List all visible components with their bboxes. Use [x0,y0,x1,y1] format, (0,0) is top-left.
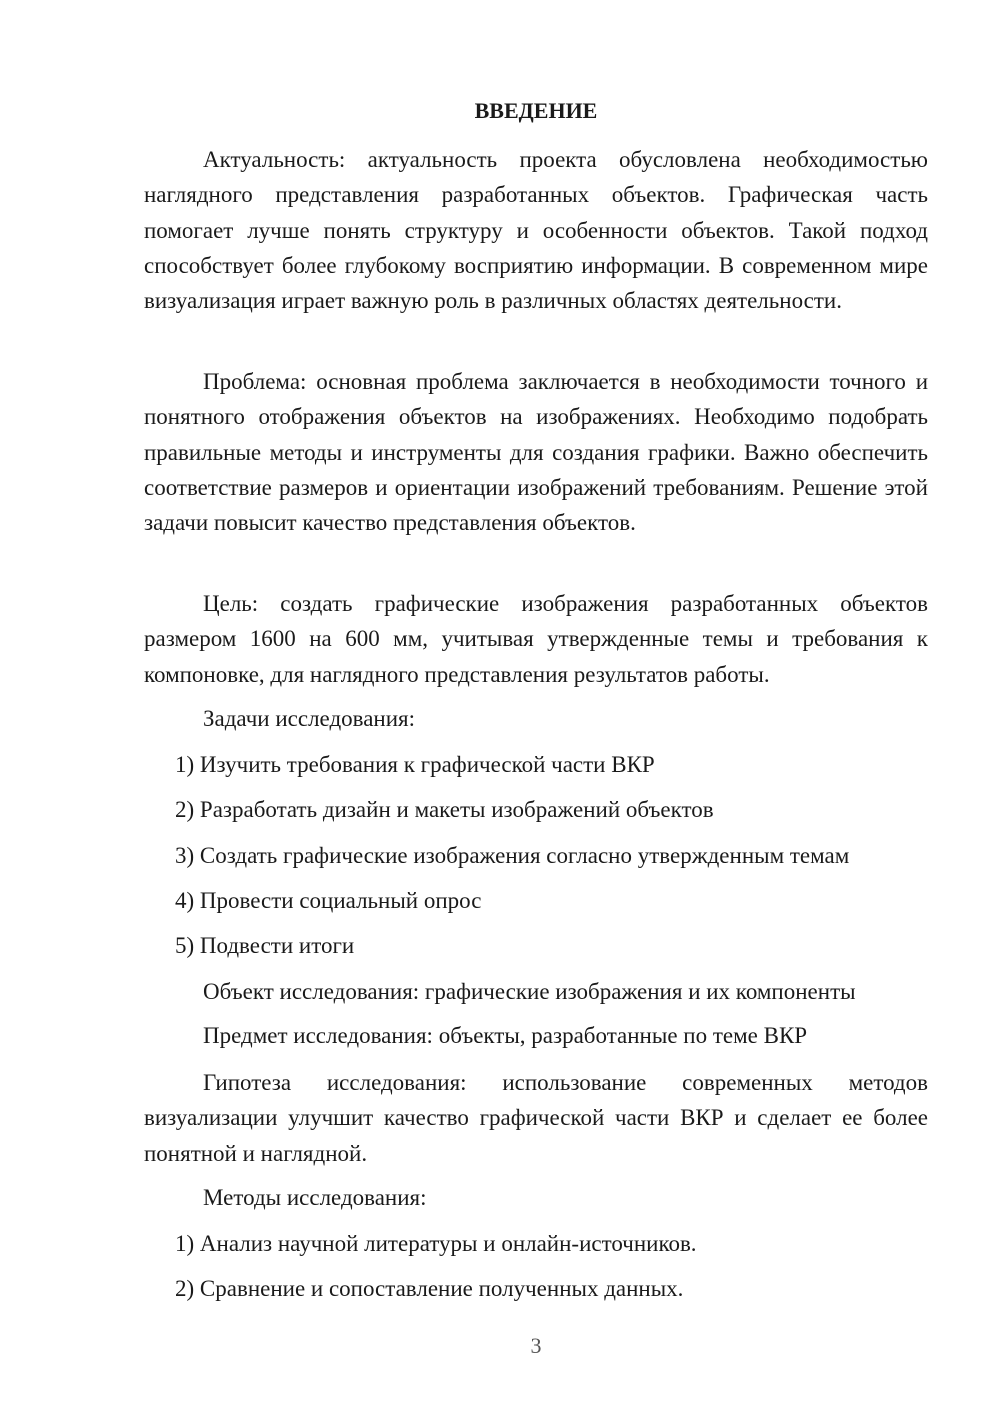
task-item: 2) Разработать дизайн и макеты изображений объектов [175,797,714,822]
research-subject: Предмет исследования: объекты, разработанные по теме ВКР [203,1023,808,1048]
problem-paragraph: Проблема: основная проблема заключается в необходимости точного и понятного отображения объектов на изображениях. Необходимо подобрать правильные методы и инструменты для создания графики. Важно обеспечить соответствие размеров и ориентации изображений требованиям. Решение этой задачи повысит качество представления объектов. [144,369,928,536]
task-item: 5) Подвести итоги [175,933,355,958]
method-item: 2) Сравнение и сопоставление полученных данных. [175,1276,684,1301]
relevance-paragraph: Актуальность: актуальность проекта обусловлена необходимостью наглядного представления разработанных объектов. Графическая часть помогает лучше понять структуру и особенности объектов. Такой подход способствует более глубокому восприятию информации. В современном мире визуализация играет важную роль в различных областях деятельности. [144,147,928,314]
methods-title: Методы исследования: [203,1185,427,1210]
page-number: 3 [530,1333,542,1358]
task-item: 3) Создать графические изображения согласно утвержденным темам [175,843,850,868]
task-item: 4) Провести социальный опрос [175,888,482,913]
task-item: 1) Изучить требования к графической части ВКР [175,752,655,777]
goal-paragraph: Цель: создать графические изображения разработанных объектов размером 1600 на 600 мм, учитывая утвержденные темы и требования к компоновке, для наглядного представления результатов работы. [144,591,928,687]
hypothesis-paragraph: Гипотеза исследования: использование современных методов визуализации улучшит качество графической части ВКР и сделает ее более понятной и наглядной. [144,1070,928,1166]
research-object: Объект исследования: графические изображения и их компоненты [203,979,856,1004]
section-heading: ВВЕДЕНИЕ [474,98,598,123]
tasks-title: Задачи исследования: [203,706,416,731]
method-item: 1) Анализ научной литературы и онлайн-источников. [175,1231,697,1256]
